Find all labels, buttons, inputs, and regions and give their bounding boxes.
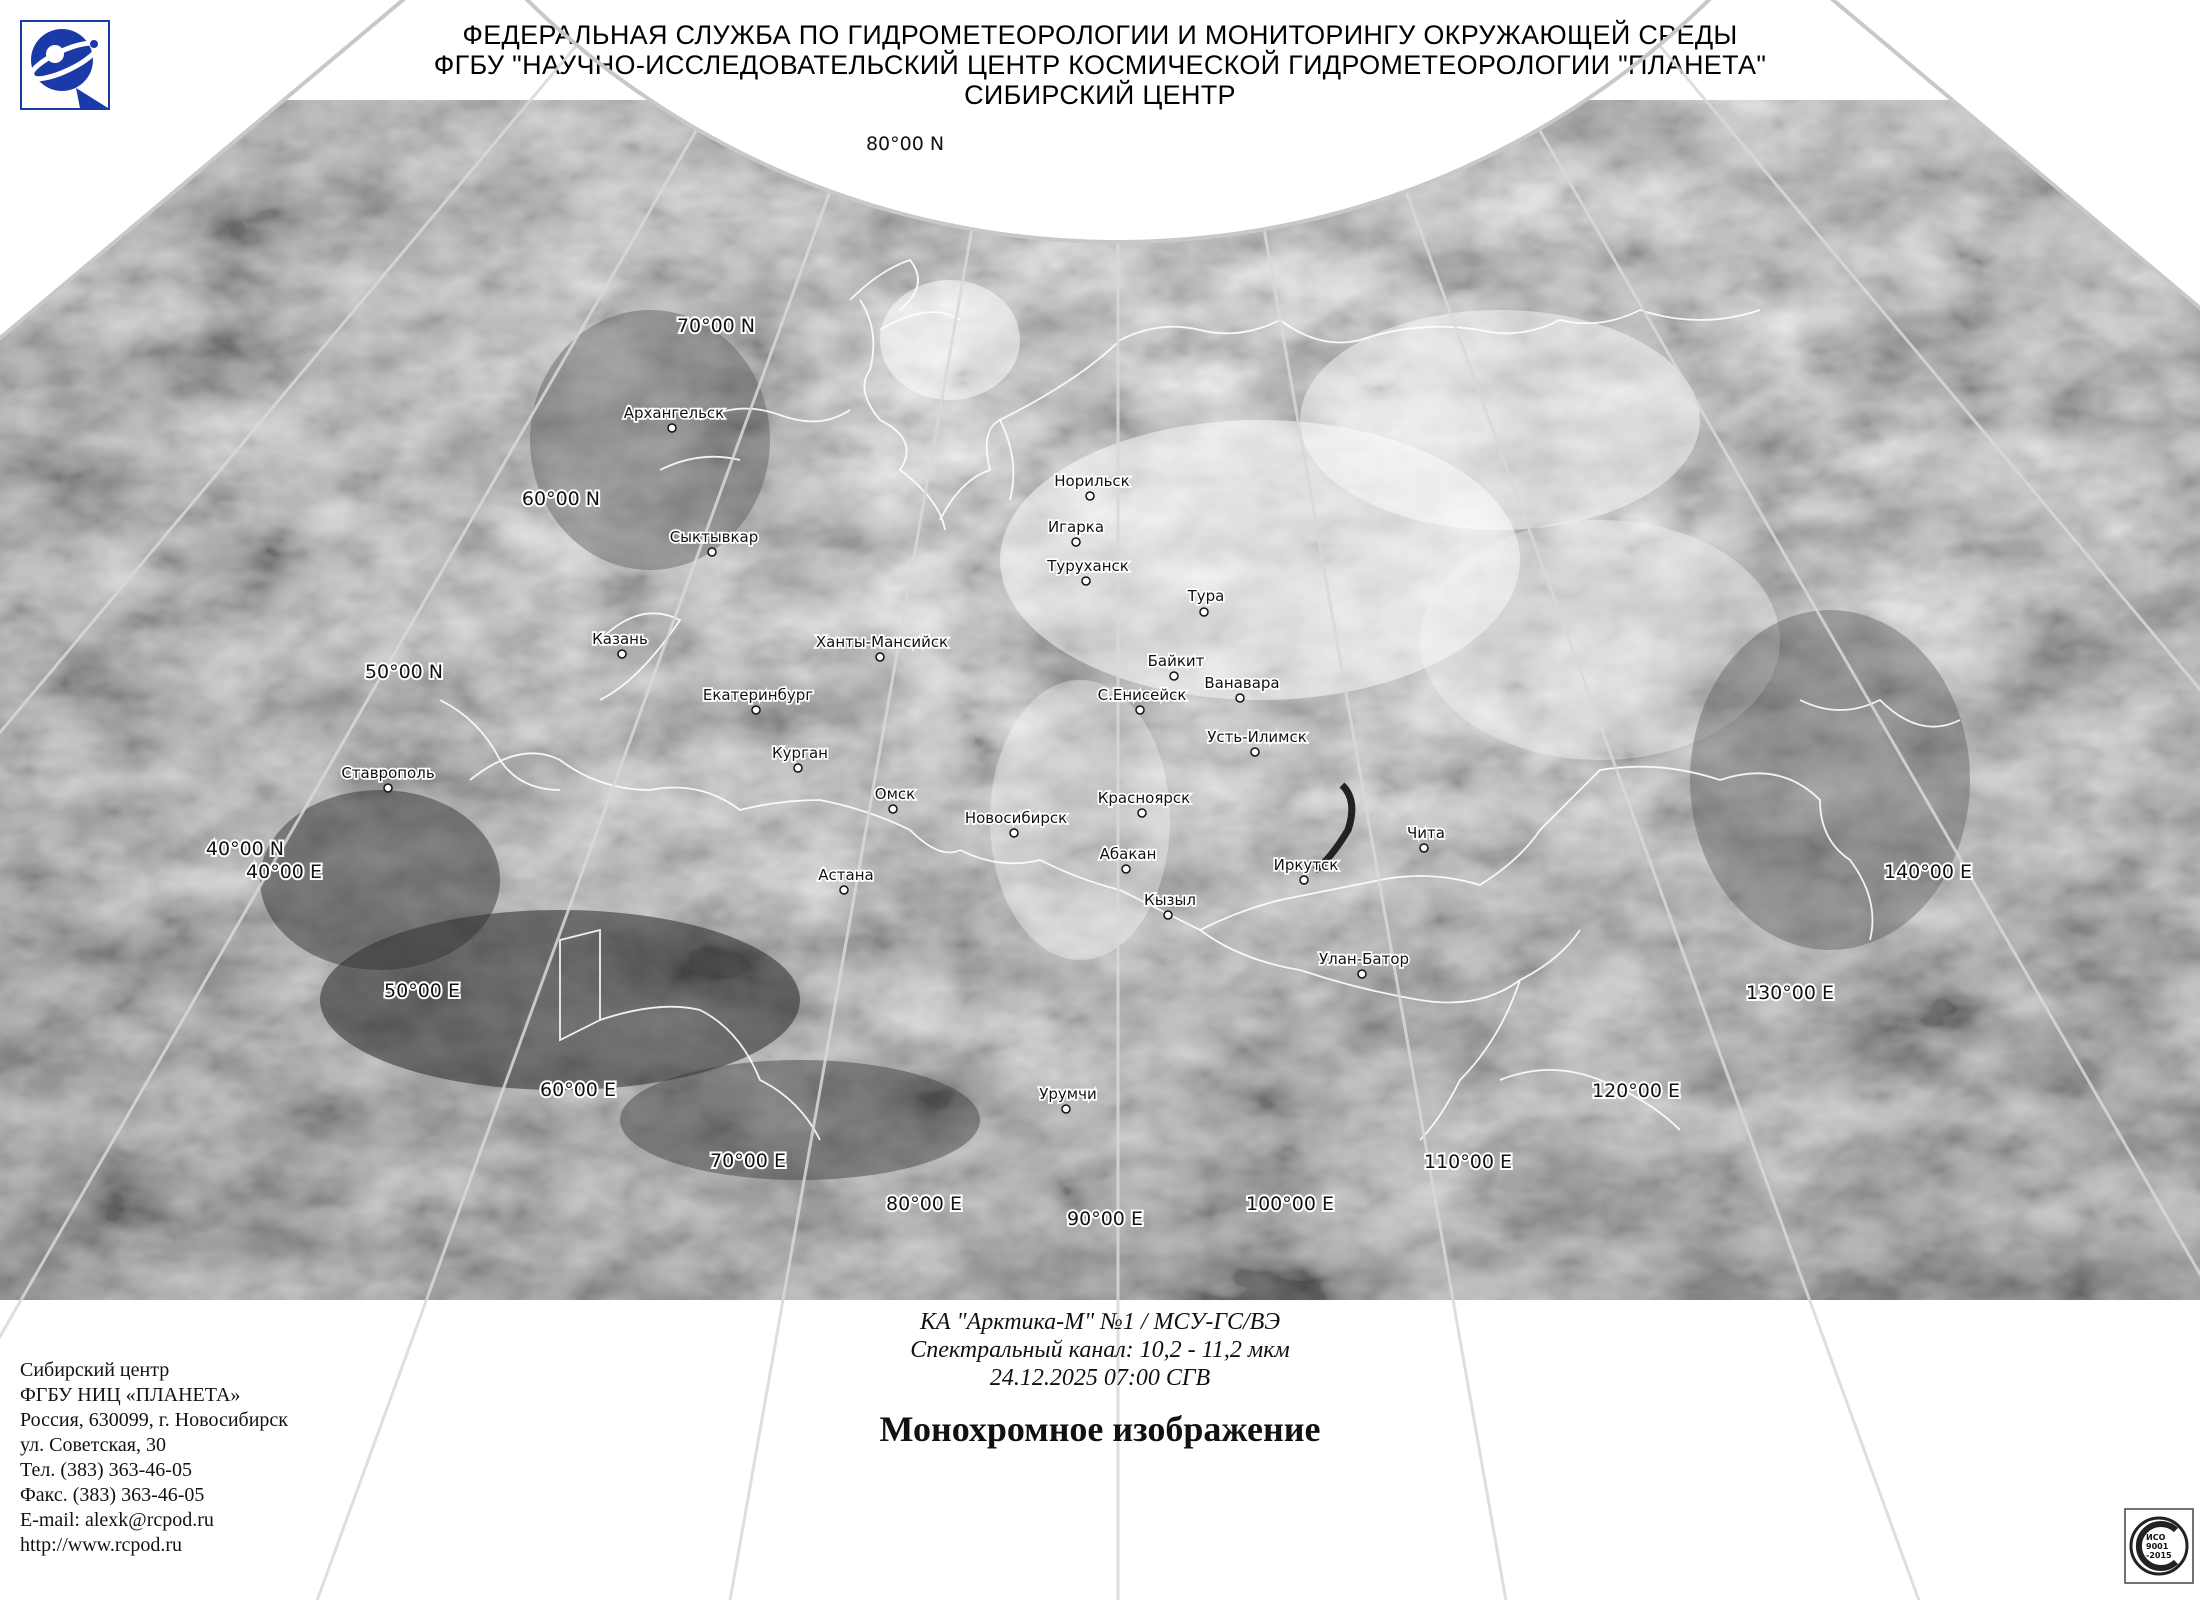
latitude-label: 70°00 N bbox=[676, 315, 755, 337]
city-dot-icon bbox=[1200, 608, 1208, 616]
contact-info bbox=[20, 1358, 288, 1558]
city-label: Усть-Илимск bbox=[1207, 728, 1307, 746]
city-label: Екатеринбург bbox=[702, 686, 814, 704]
longitude-label: 60°00 E bbox=[540, 1079, 616, 1101]
city-label: Казань bbox=[592, 630, 648, 648]
caption-satellite: КА "Арктика-М" №1 / МСУ-ГС/ВЭ bbox=[919, 1309, 1281, 1335]
city-label: Астана bbox=[818, 866, 874, 884]
contact-website: http://www.rcpod.ru bbox=[20, 1534, 183, 1556]
svg-text:ИСО: ИСО bbox=[2146, 1533, 2166, 1542]
city-label: Красноярск bbox=[1097, 789, 1191, 807]
city-dot-icon bbox=[1170, 672, 1178, 680]
contact-line: ФГБУ НИЦ «ПЛАНЕТА» bbox=[20, 1384, 241, 1406]
longitude-label: 40°00 E bbox=[246, 861, 322, 883]
iso-certification-icon bbox=[2124, 1508, 2194, 1584]
longitude-label: 120°00 E bbox=[1592, 1080, 1680, 1102]
contact-line: Сибирский центр bbox=[20, 1359, 170, 1381]
header-center: СИБИРСКИЙ ЦЕНТР bbox=[964, 80, 1236, 110]
city-dot-icon bbox=[1122, 865, 1130, 873]
longitude-label: 90°00 E bbox=[1067, 1208, 1143, 1230]
city-label: Сыктывкар bbox=[669, 528, 759, 546]
city-label: Байкит bbox=[1147, 652, 1205, 670]
city-label: С.Енисейск bbox=[1097, 686, 1187, 704]
city-dot-icon bbox=[1236, 694, 1244, 702]
contact-email: E-mail: alexk@rcpod.ru bbox=[20, 1509, 214, 1531]
image-caption bbox=[700, 1308, 1500, 1392]
city-label: Омск bbox=[874, 785, 916, 803]
contact-line: Россия, 630099, г. Новосибирск bbox=[20, 1409, 289, 1431]
city-dot-icon bbox=[1082, 577, 1090, 585]
city-label: Норильск bbox=[1054, 472, 1130, 490]
caption-datetime: 24.12.2025 07:00 СГВ bbox=[989, 1365, 1211, 1391]
header-agency: ФЕДЕРАЛЬНАЯ СЛУЖБА ПО ГИДРОМЕТЕОРОЛОГИИ И МОНИТОРИНГУ ОКРУЖАЮЩЕЙ СРЕДЫ bbox=[462, 20, 1738, 50]
latitude-label: 50°00 N bbox=[364, 661, 443, 683]
city-label: Улан-Батор bbox=[1318, 950, 1410, 968]
city-label: Архангельск bbox=[623, 404, 725, 422]
city-label: Ставрополь bbox=[341, 764, 435, 782]
svg-text:9001: 9001 bbox=[2146, 1542, 2169, 1551]
longitude-label: 50°00 E bbox=[384, 980, 460, 1002]
city-dot-icon bbox=[840, 886, 848, 894]
city-label: Кызыл bbox=[1144, 891, 1196, 909]
city-dot-icon bbox=[708, 548, 716, 556]
longitude-label: 140°00 E bbox=[1884, 861, 1972, 883]
city-dot-icon bbox=[1138, 809, 1146, 817]
longitude-label: 130°00 E bbox=[1746, 982, 1834, 1004]
contact-line: Тел. (383) 363-46-05 bbox=[20, 1459, 192, 1481]
city-dot-icon bbox=[1072, 538, 1080, 546]
city-dot-icon bbox=[752, 706, 760, 714]
city-dot-icon bbox=[1062, 1105, 1070, 1113]
city-label: Игарка bbox=[1047, 518, 1105, 536]
city-dot-icon bbox=[1164, 911, 1172, 919]
city-label: Ванавара bbox=[1204, 674, 1280, 692]
city-dot-icon bbox=[1358, 970, 1366, 978]
city-dot-icon bbox=[1136, 706, 1144, 714]
city-label: Чита bbox=[1407, 824, 1445, 842]
city-dot-icon bbox=[876, 653, 884, 661]
city-dot-icon bbox=[889, 805, 897, 813]
contact-line: ул. Советская, 30 bbox=[20, 1434, 166, 1456]
caption-channel: Спектральный канал: 10,2 - 11,2 мкм bbox=[910, 1337, 1290, 1363]
city-dot-icon bbox=[1251, 748, 1259, 756]
longitude-label: 110°00 E bbox=[1424, 1151, 1512, 1173]
city-label: Тура bbox=[1187, 587, 1225, 605]
longitude-label: 100°00 E bbox=[1246, 1193, 1334, 1215]
city-dot-icon bbox=[794, 764, 802, 772]
city-label: Новосибирск bbox=[964, 809, 1068, 827]
svg-text:-2015: -2015 bbox=[2146, 1551, 2172, 1560]
city-dot-icon bbox=[668, 424, 676, 432]
city-dot-icon bbox=[618, 650, 626, 658]
city-label: Туруханск bbox=[1047, 557, 1129, 575]
latitude-label: 80°00 N bbox=[865, 133, 945, 155]
city-dot-icon bbox=[384, 784, 392, 792]
city-label: Ханты-Мансийск bbox=[815, 633, 949, 651]
city-dot-icon bbox=[1420, 844, 1428, 852]
city-label: Урумчи bbox=[1039, 1085, 1097, 1103]
city-dot-icon bbox=[1300, 876, 1308, 884]
longitude-label: 70°00 E bbox=[710, 1150, 786, 1172]
latitude-label: 40°00 N bbox=[205, 838, 284, 860]
city-dot-icon bbox=[1086, 492, 1094, 500]
header-institute: ФГБУ "НАУЧНО-ИССЛЕДОВАТЕЛЬСКИЙ ЦЕНТР КОСМИЧЕСКОЙ ГИДРОМЕТЕОРОЛОГИИ "ПЛАНЕТА" bbox=[433, 50, 1767, 80]
latitude-label: 60°00 N bbox=[521, 488, 600, 510]
city-label: Иркутск bbox=[1273, 856, 1339, 874]
city-dot-icon bbox=[1010, 829, 1018, 837]
city-label: Абакан bbox=[1099, 845, 1157, 863]
longitude-label: 80°00 E bbox=[886, 1193, 962, 1215]
city-label: Курган bbox=[772, 744, 828, 762]
image-title: Монохромное изображение bbox=[879, 1409, 1321, 1449]
contact-line: Факс. (383) 363-46-05 bbox=[20, 1484, 205, 1506]
